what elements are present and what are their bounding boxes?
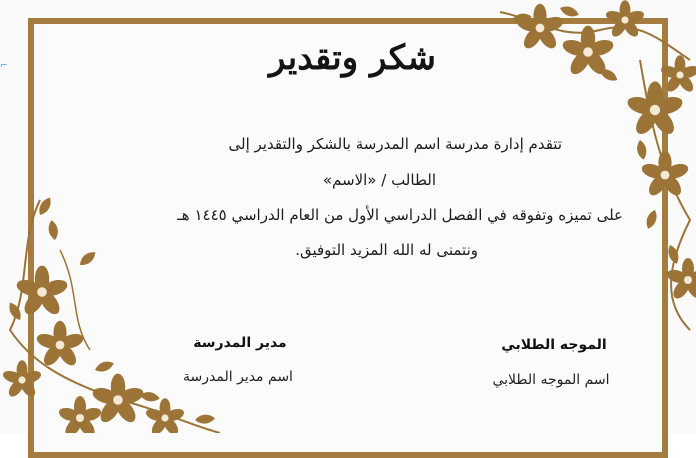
counselor-title: الموجه الطلابي [501,337,607,353]
counselor-name: اسم الموجه الطلابي [492,372,610,388]
principal-name: اسم مدير المدرسة [183,369,293,385]
achievement-line: على تميزه وتفوقه في الفصل الدراسي الأول من العام الدراسي ١٤٤٥ هـ [177,206,623,224]
principal-title: مدير المدرسة [193,335,287,351]
calligraphy-heading: شكر وتقدير [268,38,436,78]
certificate-frame [28,18,668,458]
edge-glyph-icon: ⌐ [0,61,8,71]
intro-line: تتقدم إدارة مدرسة اسم المدرسة بالشكر والتقدير إلى [228,135,562,153]
student-line: الطالب / «الاسم» [322,171,436,189]
wish-line: ونتمنى له الله المزيد التوفيق. [295,241,478,259]
